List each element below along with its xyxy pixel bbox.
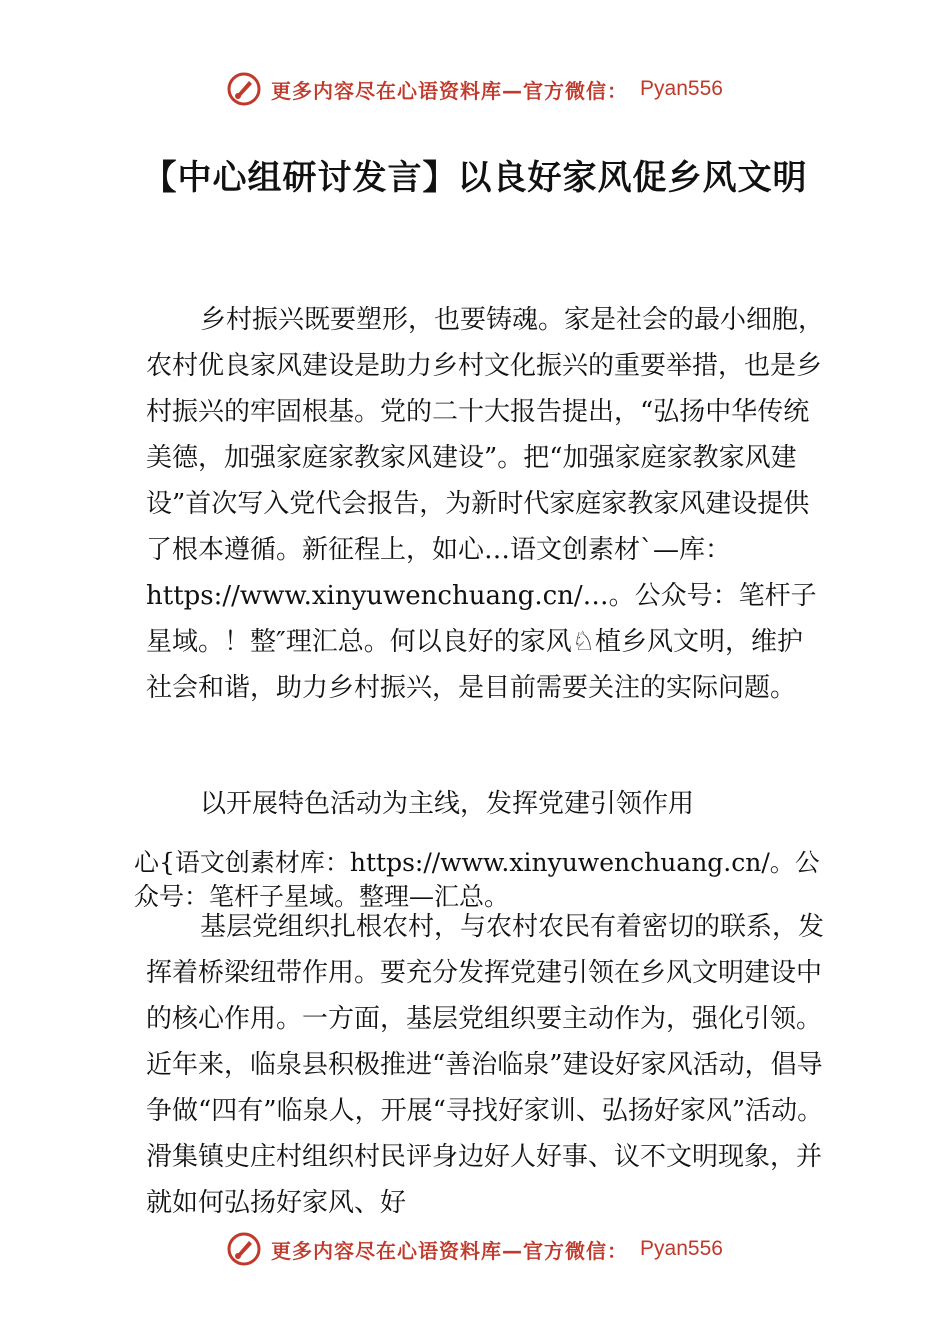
- header-banner: [0, 72, 950, 106]
- banner-wechat-id: Pyan556: [640, 1237, 723, 1260]
- section-heading: 以开展特色活动为主线，发挥党建引领作用: [200, 789, 695, 819]
- paragraph-intro: 乡村振兴既要塑形，也要铸魂。家是社会的最小细胞，农村优良家风建设是助力乡村文化振兴的重要举措，也是乡村振兴的牢固根基。党的二十大报告提出，“弘扬中华传统美德，加强家庭家教家风建设”。把“加强家庭家教家风建设”首次写入党代会报告，为新时代家庭家教家风建设提供了根本遵循。新征程上，如心…语文创素材`—库：https://www.xinyuwenchuang.cn/…。公众号：笔杆子星域。！整″理汇总。何以良好的家风♘植乡风文明，维护社会和谐，助力乡村振兴，是目前需要关注的实际问题。: [146, 305, 825, 703]
- document-title: 【中心组研讨发言】以良好家风促乡风文明: [142, 158, 808, 198]
- watermark-line: 心{语文创素材库：https://www.xinyuwenchuang.cn/。公众号：笔杆子星域。整理—汇总。: [134, 848, 820, 911]
- banner-wechat-id: Pyan556: [640, 77, 723, 100]
- banner-text: 更多内容尽在心语资料库—官方微信：: [271, 1238, 629, 1263]
- banner-text: 更多内容尽在心语资料库—官方微信：: [271, 78, 629, 103]
- brush-logo-icon: [227, 1232, 261, 1266]
- footer-banner: [0, 1232, 950, 1266]
- paragraph-body: 基层党组织扎根农村，与农村农民有着密切的联系，发挥着桥梁纽带作用。要充分发挥党建引领在乡风文明建设中的核心作用。一方面，基层党组织要主动作为，强化引领。近年来，临泉县积极推进“善治临泉”建设好家风活动，倡导争做“四有”临泉人，开展“寻找好家训、弘扬好家风”活动。滑集镇史庄村组织村民评身边好人好事、议不文明现象，并就如何弘扬好家风、好: [146, 912, 825, 1218]
- brush-logo-icon: [227, 72, 261, 106]
